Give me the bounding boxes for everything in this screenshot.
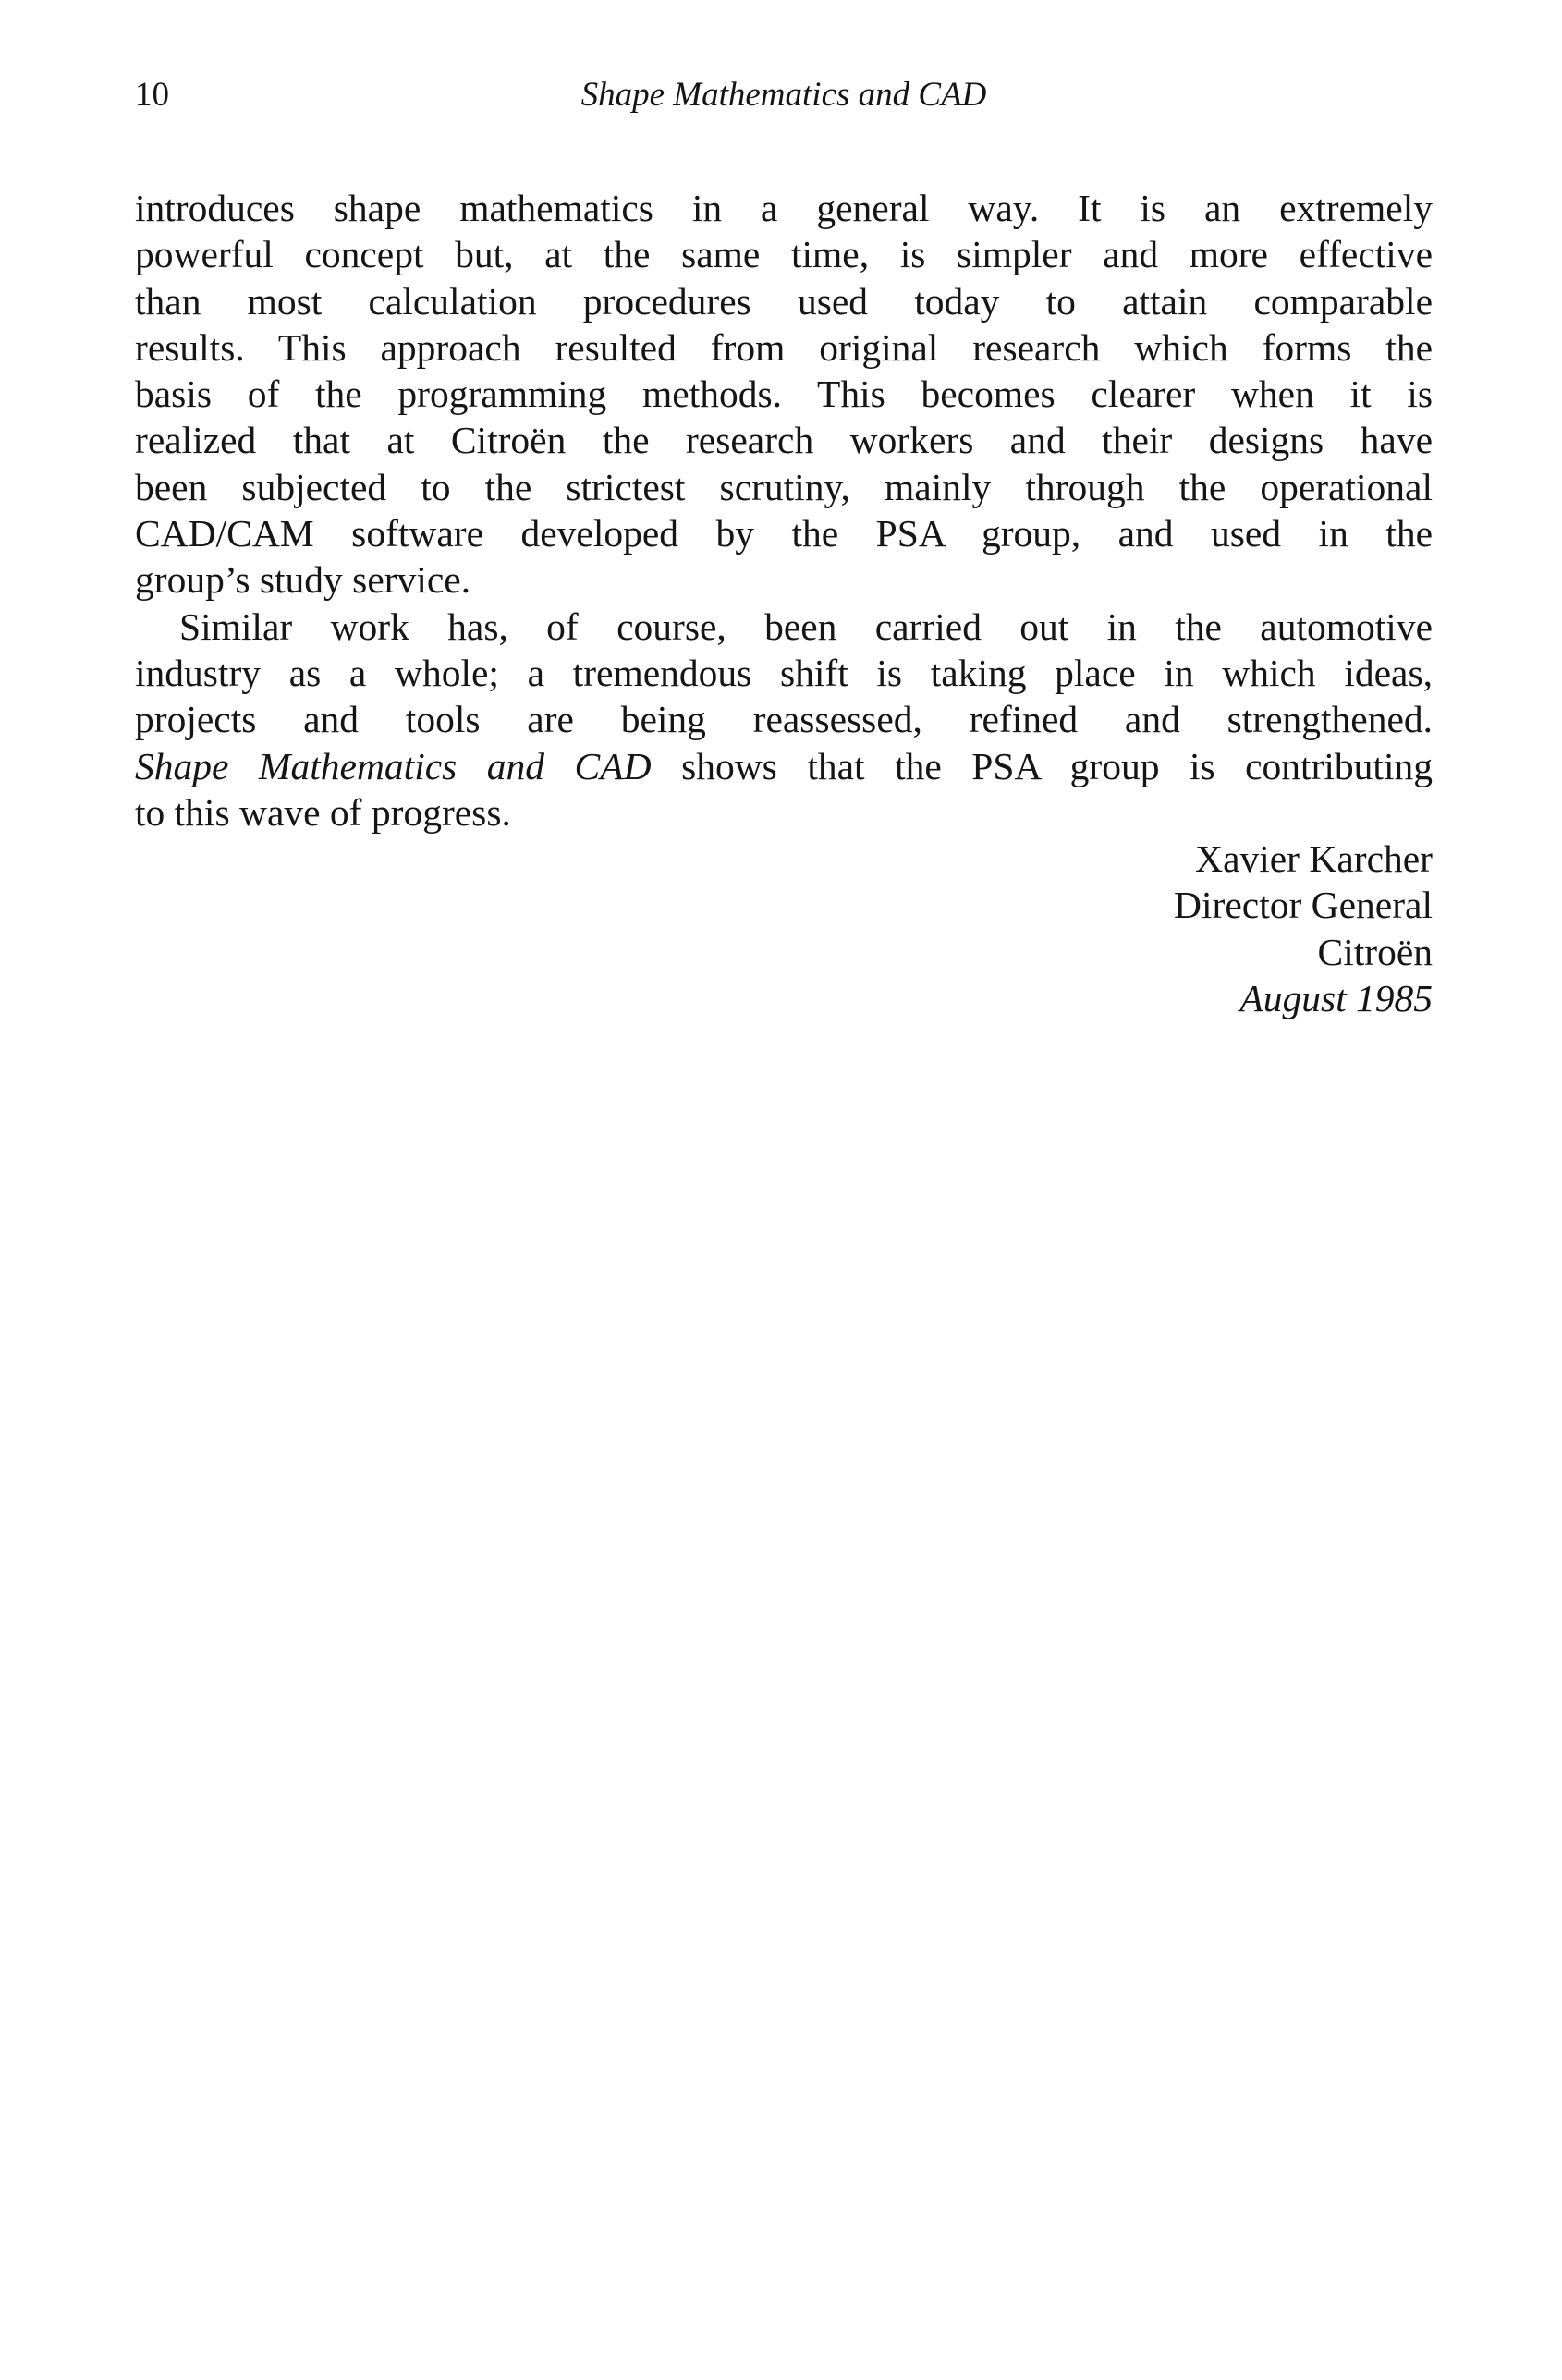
- text-line: introduces shape mathematics in a general way. It is an extremely: [135, 187, 1433, 229]
- text-line: realized that at Citroën the research workers and their designs have: [135, 419, 1433, 462]
- text-line: CAD/CAM software developed by the PSA group, and used in the: [135, 512, 1433, 555]
- text-run: shows that the PSA group is contributing: [651, 744, 1433, 787]
- text-line: group’s study service.: [135, 558, 471, 602]
- signature-company: Citroën: [1317, 930, 1433, 973]
- text-line: industry as a whole; a tremendous shift is taking place in which ideas,: [135, 651, 1433, 694]
- text-line-mixed: [135, 743, 1433, 789]
- signature-date: August 1985: [1239, 977, 1433, 1020]
- text-line: powerful concept but, at the same time, is simpler and more effective: [135, 233, 1433, 276]
- signature-title: Director General: [1174, 884, 1433, 927]
- running-title: Shape Mathematics and CAD: [580, 76, 987, 114]
- signature-name: Xavier Karcher: [1195, 837, 1433, 881]
- text-line: projects and tools are being reassessed, refined and strengthened.: [135, 698, 1433, 741]
- text-line: basis of the programming methods. This becomes clearer when it is: [135, 372, 1433, 416]
- text-line: than most calculation procedures used today to attain comparable: [135, 279, 1433, 323]
- paragraph-2: [135, 604, 1433, 836]
- text-line: results. This approach resulted from original research which forms the: [135, 325, 1433, 369]
- running-header: [135, 72, 1433, 118]
- text-line: to this wave of progress.: [135, 790, 511, 834]
- paragraph-1: [135, 185, 1433, 604]
- text-line: Similar work has, of course, been carried out in the automotive: [179, 604, 1433, 648]
- text-line: been subjected to the strictest scrutiny, mainly through the operational: [135, 465, 1433, 508]
- page-number: 10: [135, 76, 169, 114]
- book-title-italic: Shape Mathematics and CAD: [135, 744, 652, 787]
- signature-block: [135, 836, 1433, 1021]
- body-text: [135, 185, 1433, 1021]
